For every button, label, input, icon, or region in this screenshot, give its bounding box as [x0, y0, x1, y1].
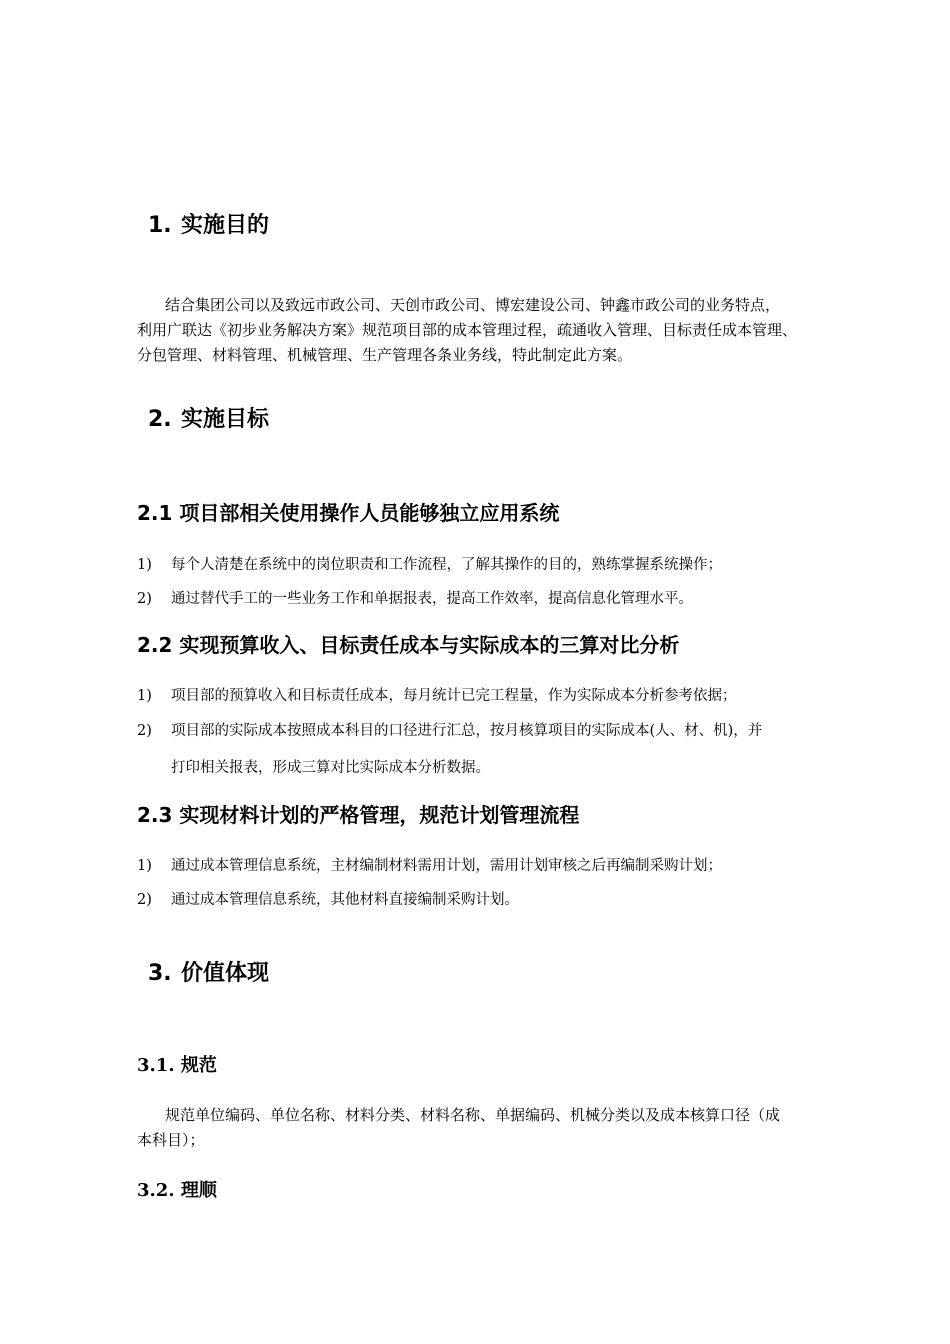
list-item	[137, 720, 762, 779]
subsection-2-2-heading: 2.2 实现预算收入、目标责任成本与实际成本的三算对比分析	[137, 633, 680, 657]
section-1-number: 1.	[148, 213, 172, 238]
section-3-number: 3.	[148, 961, 172, 986]
section-2-title: 实施目标	[181, 407, 270, 432]
section-2-number: 2.	[148, 407, 172, 432]
section-2-heading	[148, 405, 269, 435]
subsection-3-1-paragraph	[137, 1103, 869, 1153]
list-marker: 1)	[137, 557, 152, 573]
subsection-3-2-heading: 3.2. 理顺	[137, 1180, 217, 1201]
subsection-2-3-heading: 2.3 实现材料计划的严格管理，规范计划管理流程	[137, 803, 580, 827]
list-item	[137, 554, 722, 576]
paragraph-line: 结合集团公司以及致远市政公司、天创市政公司、博宏建设公司、钟鑫市政公司的业务特点，	[165, 296, 781, 314]
list-marker: 2)	[137, 723, 152, 739]
paragraph-line: 规范单位编码、单位名称、材料分类、材料名称、单据编码、机械分类以及成本核算口径（成	[165, 1106, 781, 1124]
section-1-heading	[148, 211, 269, 241]
list-item-text: 通过成本管理信息系统，主材编制材料需用计划，需用计划审核之后再编制采购计划；	[171, 858, 722, 874]
list-item-continuation: 打印相关报表，形成三算对比实际成本分析数据。	[171, 760, 490, 776]
list-item-text: 通过替代手工的一些业务工作和单据报表，提高工作效率，提高信息化管理水平。	[171, 591, 693, 607]
list-marker: 2)	[137, 892, 152, 908]
section-1-title: 实施目的	[181, 213, 270, 238]
list-item	[137, 855, 722, 877]
list-marker: 1)	[137, 688, 152, 704]
list-item	[137, 685, 737, 707]
list-item-text: 每个人清楚在系统中的岗位职责和工作流程，了解其操作的目的，熟练掌握系统操作；	[171, 557, 722, 573]
list-item	[137, 588, 693, 610]
list-item-text: 项目部的预算收入和目标责任成本，每月统计已完工程量，作为实际成本分析参考依据；	[171, 688, 737, 704]
paragraph-line: 分包管理、材料管理、机械管理、生产管理各条业务线，特此制定此方案。	[137, 346, 633, 364]
list-item-text: 通过成本管理信息系统，其他材料直接编制采购计划。	[171, 892, 519, 908]
subsection-2-1-heading: 2.1 项目部相关使用操作人员能够独立应用系统	[137, 501, 560, 525]
paragraph-line: 本科目）；	[137, 1131, 205, 1149]
section-3-heading	[148, 959, 269, 989]
list-item	[137, 889, 519, 911]
list-marker: 1)	[137, 858, 152, 874]
paragraph-line: 利用广联达《初步业务解决方案》规范项目部的成本管理过程，疏通收入管理、目标责任成本管理、	[137, 321, 798, 339]
list-item-text: 项目部的实际成本按照成本科目的口径进行汇总，按月核算项目的实际成本(人、材、机)，并	[171, 723, 763, 739]
section-3-title: 价值体现	[181, 961, 270, 986]
subsection-3-1-heading: 3.1. 规范	[137, 1055, 217, 1076]
list-marker: 2)	[137, 591, 152, 607]
section-1-paragraph	[137, 293, 869, 368]
